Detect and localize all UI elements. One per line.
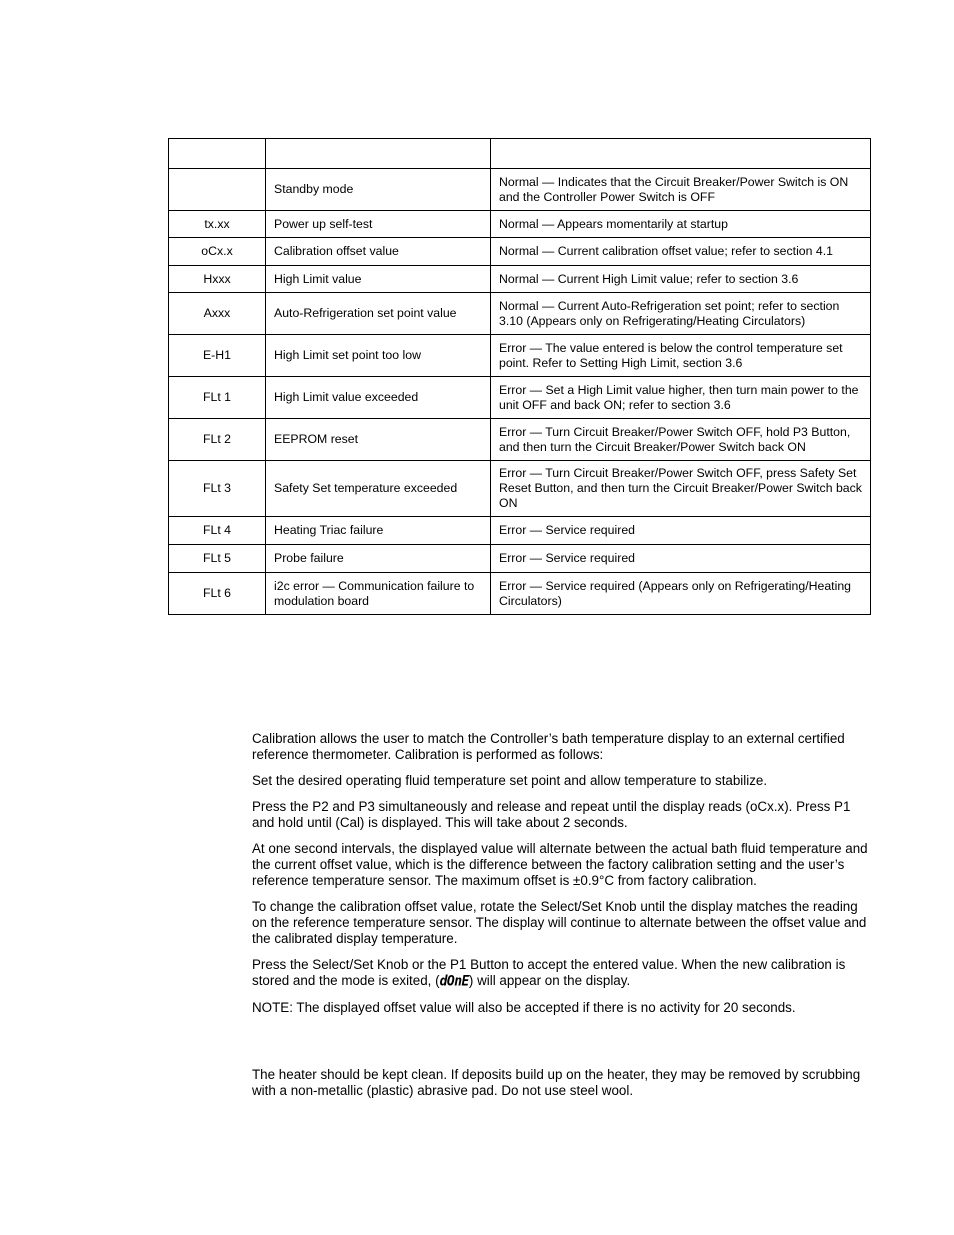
description-cell: i2c error — Communication failure to modulation board [266,573,491,615]
calibration-paragraph: Calibration allows the user to match the Controller’s bath temperature display to an external certified reference thermometer. Calibration is performed as follows: [252,731,845,762]
maintenance-paragraph: The heater should be kept clean. If deposits build up on the heater, they may be removed by scrubbing with a non-metallic (plastic) abrasive pad. Do not use steel wool. [252,1067,861,1098]
description-cell: Power up self-test [266,211,491,238]
calibration-text: Press the Select/Set Knob or the P1 Button to accept the entered value. When the new calibration is stored and the mode is exited, ( [252,957,846,988]
description-cell: EEPROM reset [266,419,491,461]
table-row [169,169,871,211]
status-cell: Normal — Indicates that the Circuit Breaker/Power Switch is ON and the Controller Power Switch is OFF [491,169,871,211]
table-row [169,293,871,335]
status-cell: Error — Service required [491,517,871,545]
calibration-paragraph: Press the P2 and P3 simultaneously and release and repeat until the display reads (oCx.x). Press P1 and hold until (Cal) is displayed. This will take about 2 seconds. [252,799,851,830]
display-code-table [168,138,871,615]
description-cell: Auto-Refrigeration set point value [266,293,491,335]
table-row [169,266,871,293]
code-cell [169,169,266,211]
description-cell: Calibration offset value [266,238,491,266]
code-cell: FLt 1 [169,377,266,419]
status-cell: Error — Turn Circuit Breaker/Power Switch OFF, press Safety Set Reset Button, and then turn the Circuit Breaker/Power Switch back ON [491,461,871,517]
header-cell-status [491,139,871,169]
table-row [169,238,871,266]
description-cell: Standby mode [266,169,491,211]
description-cell: Heating Triac failure [266,517,491,545]
status-cell: Normal — Appears momentarily at startup [491,211,871,238]
code-cell: FLt 6 [169,573,266,615]
code-cell: FLt 5 [169,545,266,573]
status-cell: Normal — Current High Limit value; refer to section 3.6 [491,266,871,293]
table-row [169,573,871,615]
calibration-paragraph: Set the desired operating fluid temperature set point and allow temperature to stabilize. [252,773,768,788]
calibration-section [252,731,876,1026]
code-cell: oCx.x [169,238,266,266]
status-cell: Error — Service required (Appears only on Refrigerating/Heating Circulators) [491,573,871,615]
header-cell-code [169,139,266,169]
maintenance-section [252,1067,876,1109]
table-row [169,377,871,419]
table-header-row [169,139,871,169]
code-cell: Hxxx [169,266,266,293]
calibration-paragraph [252,957,876,990]
calibration-paragraph: At one second intervals, the displayed value will alternate between the actual bath fluid temperature and the current offset value, which is the difference between the factory calibration setting and the user’s reference temperature sensor. The maximum offset is ±0.9°C from factory calibration. [252,841,868,888]
calibration-note: NOTE: The displayed offset value will also be accepted if there is no activity for 20 seconds. [252,1000,796,1015]
calibration-text: ) will appear on the display. [468,973,631,988]
done-display-glyph: dOnE [439,973,469,990]
table-row [169,545,871,573]
table-row [169,517,871,545]
code-cell: FLt 3 [169,461,266,517]
description-cell: Safety Set temperature exceeded [266,461,491,517]
status-cell: Normal — Current Auto-Refrigeration set point; refer to section 3.10 (Appears only on Refrigerating/Heating Circulators) [491,293,871,335]
code-cell: Axxx [169,293,266,335]
description-cell: High Limit set point too low [266,335,491,377]
description-cell: High Limit value [266,266,491,293]
status-cell: Normal — Current calibration offset value; refer to section 4.1 [491,238,871,266]
description-cell: High Limit value exceeded [266,377,491,419]
header-cell-description [266,139,491,169]
status-cell: Error — Service required [491,545,871,573]
code-cell: tx.xx [169,211,266,238]
table-row [169,419,871,461]
table-row [169,461,871,517]
code-cell: E-H1 [169,335,266,377]
code-cell: FLt 4 [169,517,266,545]
code-cell: FLt 2 [169,419,266,461]
calibration-paragraph: To change the calibration offset value, rotate the Select/Set Knob until the display matches the reading on the reference temperature sensor. The display will continue to alternate between the offset value and the calibrated display temperature. [252,899,867,946]
table-row [169,335,871,377]
status-cell: Error — The value entered is below the control temperature set point. Refer to Setting High Limit, section 3.6 [491,335,871,377]
status-cell: Error — Turn Circuit Breaker/Power Switch OFF, hold P3 Button, and then turn the Circuit Breaker/Power Switch back ON [491,419,871,461]
description-cell: Probe failure [266,545,491,573]
status-cell: Error — Set a High Limit value higher, then turn main power to the unit OFF and back ON; refer to section 3.6 [491,377,871,419]
table-row [169,211,871,238]
